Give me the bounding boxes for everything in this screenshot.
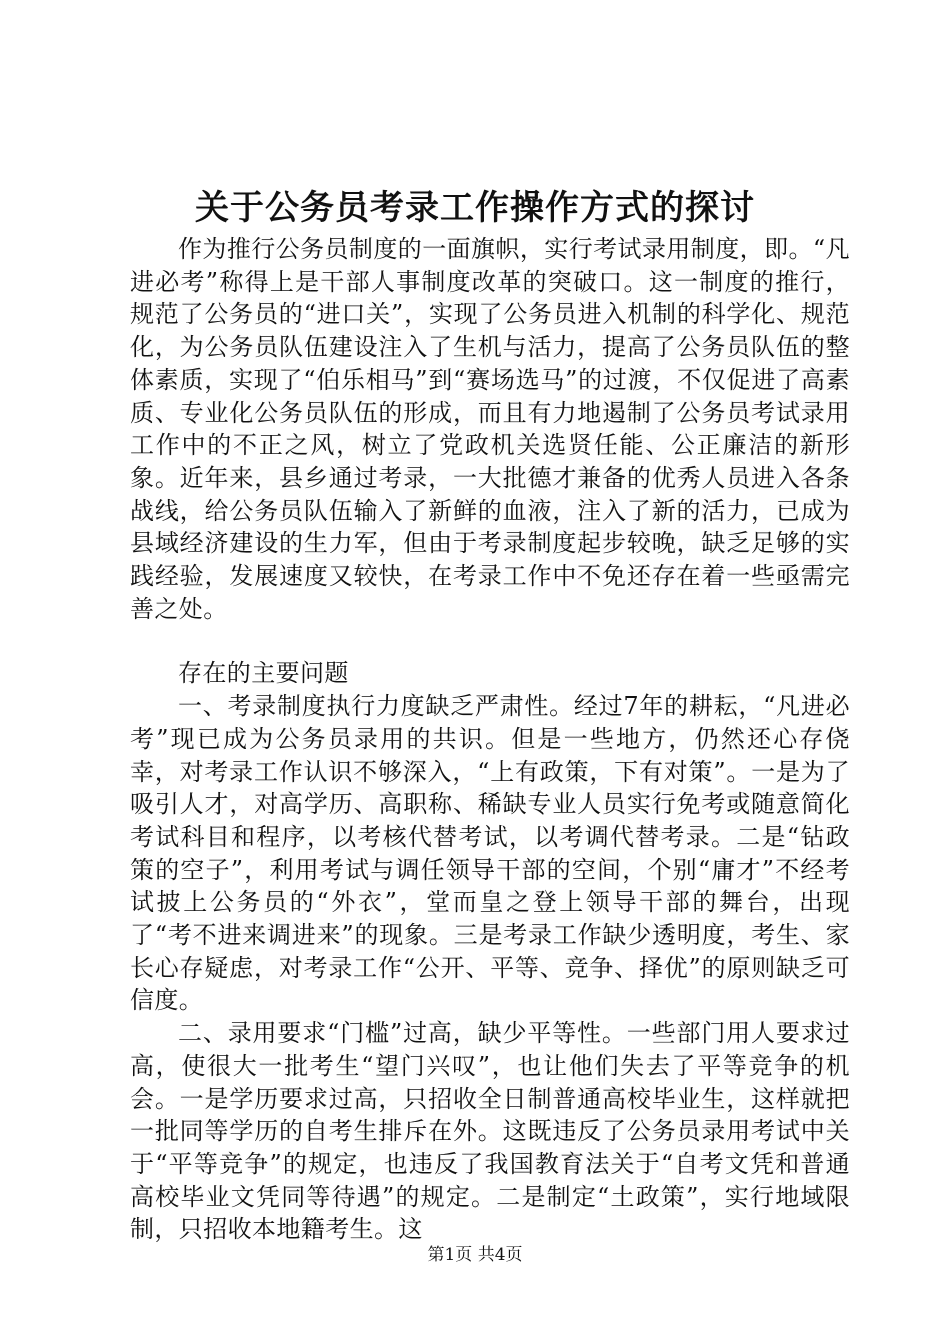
document-body	[130, 233, 850, 1246]
section-heading: 存在的主要问题	[178, 659, 349, 688]
page-footer: 第1页 共4页	[427, 1245, 523, 1265]
paragraph-gap	[130, 625, 850, 657]
document-title: 关于公务员考录工作操作方式的探讨	[195, 188, 755, 228]
paragraph-intro: 作为推行公务员制度的一面旗帜，实行考试录用制度，即。“凡进必考”称得上是干部人事制度改革的突破口。这一制度的推行，规范了公务员的“进口关”，实现了公务员进入机制的科学化、规范化，为公务员队伍建设注入了生机与活力，提高了公务员队伍的整体素质，实现了“伯乐相马”到“赛场选马”的过渡，不仅促进了高素质、专业化公务员队伍的形成，而且有力地遏制了公务员考试录用工作中的不正之风，树立了党政机关选贤任能、公正廉洁的新形象。近年来，县乡通过考录，一大批德才兼备的优秀人员进入各条战线，给公务员队伍输入了新鲜的血液，注入了新的活力，已成为县域经济建设的生力军，但由于考录制度起步较晚，缺乏足够的实践经验，发展速度又较快，在考录工作中不免还存在着一些亟需完善之处。	[130, 235, 850, 623]
paragraph-problem-one: 一、考录制度执行力度缺乏严肃性。经过7年的耕耘，“凡进必考”现已成为公务员录用的共识。但是一些地方，仍然还心存侥幸，对考录工作认识不够深入，“上有政策，下有对策”。一是为了吸引人才，对高学历、高职称、稀缺专业人员实行免考或随意简化考试科目和程序，以考核代替考试，以考调代替考录。二是“钻政策的空子”，利用考试与调任领导干部的空间，个别“庸才”不经考试披上公务员的“外衣”，堂而皇之登上领导干部的舞台，出现了“考不进来调进来”的现象。三是考录工作缺少透明度，考生、家长心存疑虑，对考录工作“公开、平等、竞争、择优”的原则缺乏可信度。	[130, 692, 850, 1015]
paragraph-problem-two: 二、录用要求“门槛”过高，缺少平等性。一些部门用人要求过高，使很大一批考生“望门兴叹”，也让他们失去了平等竞争的机会。一是学历要求过高，只招收全日制普通高校毕业生，这样就把一批同等学历的自考生排斥在外。这既违反了公务员录用考试中关于“平等竞争”的规定，也违反了我国教育法关于“自考文凭和普通高校毕业文凭同等待遇”的规定。二是制定“土政策”，实行地域限制，只招收本地籍考生。这	[130, 1019, 850, 1244]
